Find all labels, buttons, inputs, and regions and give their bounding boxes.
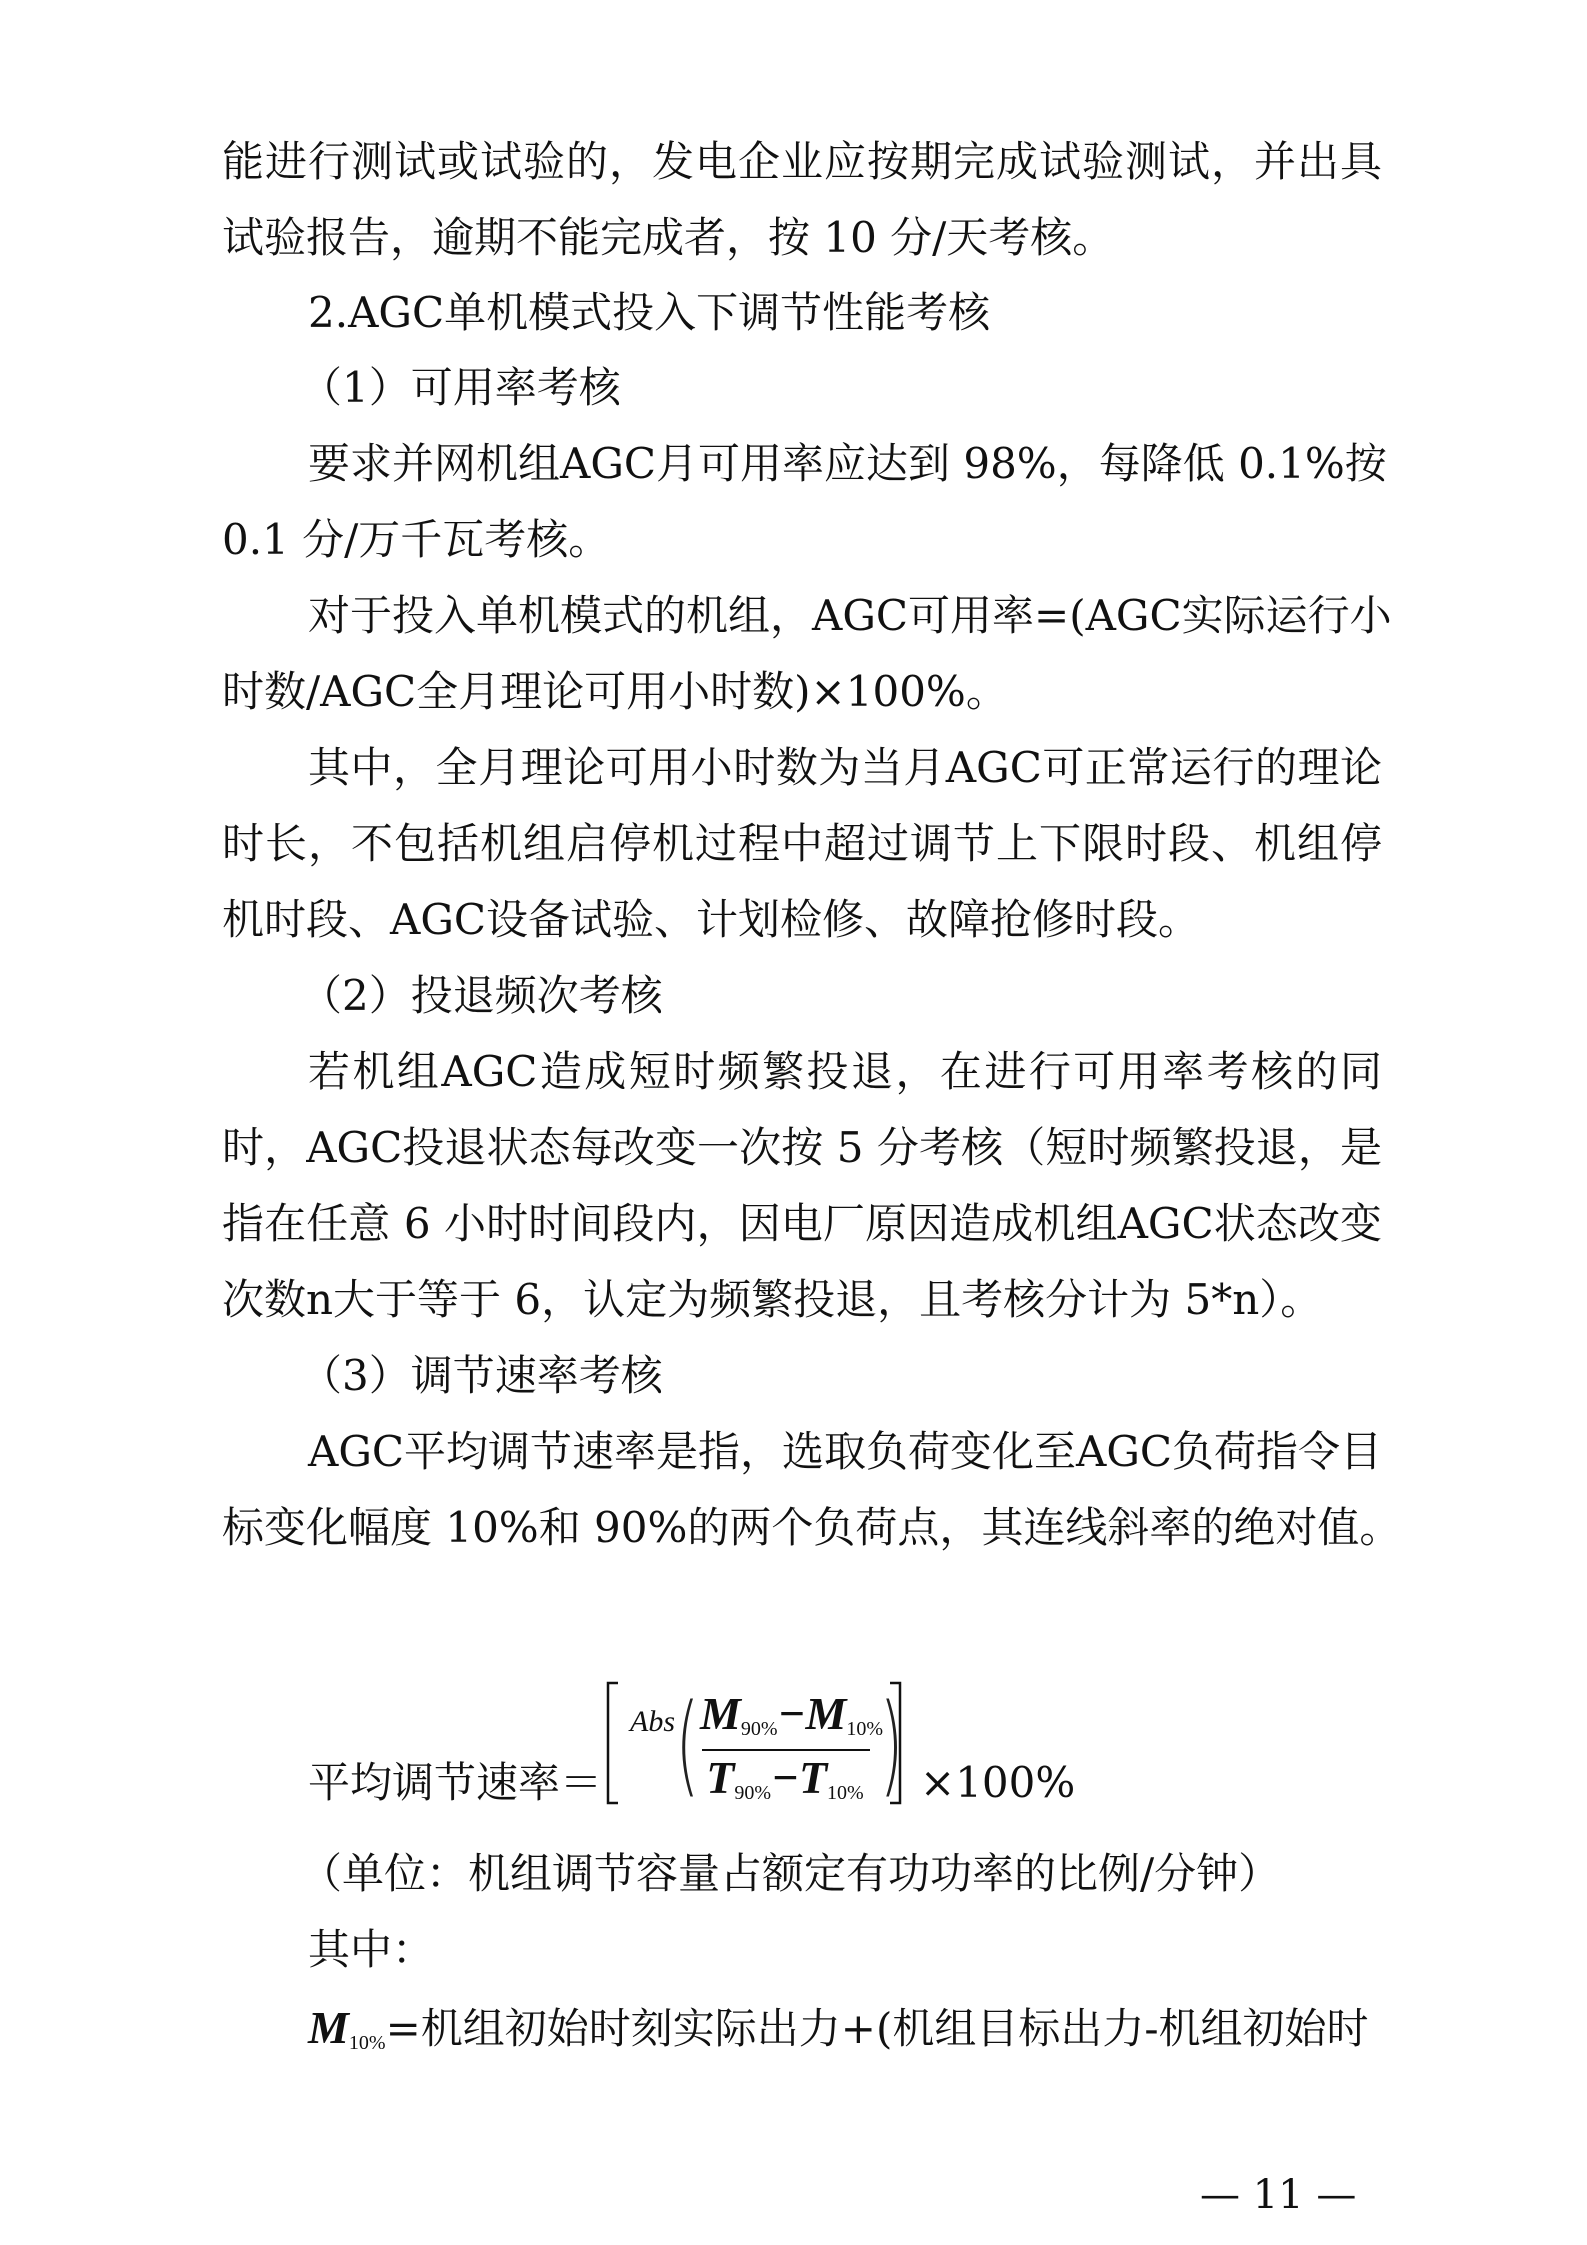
paragraph-line: 若机组AGC造成短时频繁投退，在进行可用率考核的同: [308, 1047, 1382, 1096]
subsection-heading: （3）调节速率考核: [300, 1351, 663, 1400]
formula-denominator: $T_{90\%}-T_{10\%}$: [706, 1752, 864, 1804]
left-paren: (: [675, 1680, 700, 1808]
paragraph-line: 标变化幅度 10%和 90%的两个负荷点，其连线斜率的绝对值。: [222, 1503, 1402, 1552]
paragraph-line: 时，AGC投退状态每改变一次按 5 分考核（短时频繁投退，是: [222, 1123, 1382, 1172]
paragraph-line: 能进行测试或试验的，发电企业应按期完成试验测试，并出具: [222, 137, 1382, 186]
paragraph-line: 指在任意 6 小时时间段内，因电厂原因造成机组AGC状态改变: [222, 1199, 1382, 1248]
page-number: — 11 —: [1200, 2172, 1357, 2218]
paragraph-line: 时数/AGC全月理论可用小时数)×100%。: [222, 667, 1008, 716]
paragraph-line: AGC平均调节速率是指，选取负荷变化至AGC负荷指令目: [308, 1427, 1383, 1476]
paragraph-line: 其中，全月理论可用小时数为当月AGC可正常运行的理论: [308, 743, 1382, 792]
paragraph-line: 要求并网机组AGC月可用率应达到 98%，每降低 0.1%按: [308, 439, 1387, 488]
subsection-heading: （2）投退频次考核: [300, 971, 663, 1020]
formula-rhs: ×100%: [920, 1758, 1076, 1807]
abs-function: Abs: [630, 1705, 675, 1738]
formula-lhs: 平均调节速率＝: [308, 1758, 603, 1807]
m10-symbol: $M_{10\%}$: [308, 2002, 386, 2054]
m10-definition: $M_{10\%}=$机组初始时刻实际出力+(机组目标出力-机组初始时: [308, 2002, 1369, 2054]
paragraph-line: 试验报告，逾期不能完成者，按 10 分/天考核。: [222, 213, 1115, 262]
where-label: 其中：: [308, 1925, 435, 1974]
section-heading: 2.AGC单机模式投入下调节性能考核: [308, 288, 991, 337]
paragraph-line: 时长，不包括机组启停机过程中超过调节上下限时段、机组停: [222, 819, 1382, 868]
rate-formula: [308, 1665, 1308, 1815]
paragraph-line: 次数n大于等于 6，认定为频繁投退，且考核分计为 5*n）。: [222, 1275, 1323, 1324]
paragraph-line: 对于投入单机模式的机组，AGC可用率=(AGC实际运行小: [308, 591, 1392, 640]
right-paren: ): [879, 1680, 904, 1808]
formula-numerator: $M_{90\%}-M_{10\%}$: [700, 1688, 884, 1740]
paragraph-line: 机时段、AGC设备试验、计划检修、故障抢修时段。: [222, 895, 1201, 944]
paragraph-line: 0.1 分/万千瓦考核。: [222, 515, 611, 564]
subsection-heading: （1）可用率考核: [300, 363, 621, 412]
unit-note: （单位：机组调节容量占额定有功功率的比例/分钟）: [300, 1849, 1281, 1898]
